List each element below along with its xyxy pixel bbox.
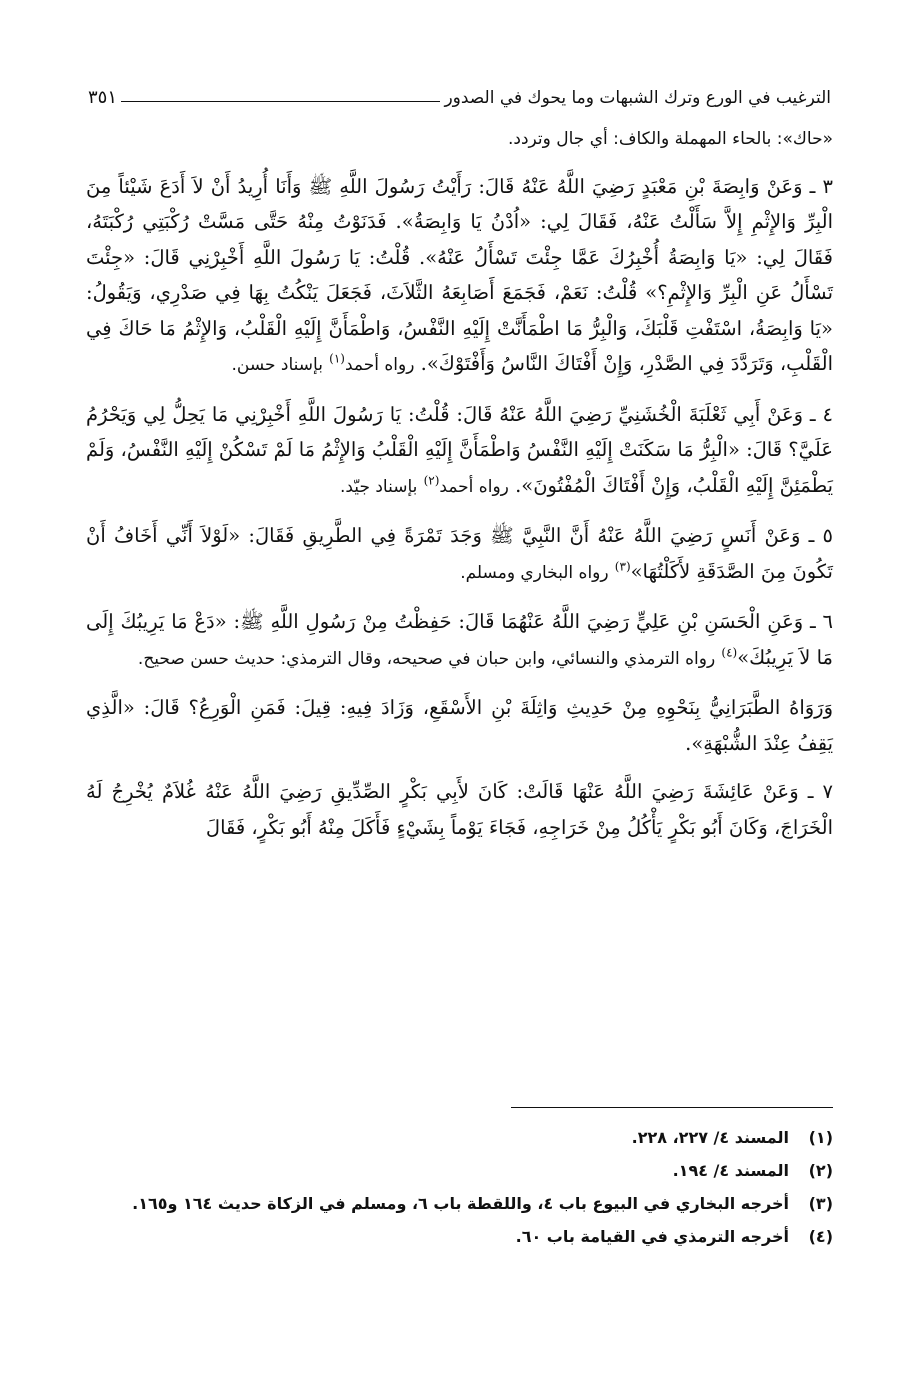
footnote-number: (٤) [808, 1227, 833, 1246]
hadith-text: ٣ ـ وَعَنْ وَابِصَةَ بْنِ مَعْبَدٍ رَضِيَ اللَّهُ عَنْهُ قَالَ: رَأَيْتُ رَسُولَ اللَّهِ ﷺ وَأَنَا أُرِيدُ أَنْ لاَ أَدَعَ شَيْئاً مِنَ الْبِرِّ وَالإِثْمِ إِلاَّ سَأَلْتُ عَنْهُ، فَقَالَ لِي: «اُدْنُ يَا وَابِصَةُ». فَدَنَوْتُ مِنْهُ حَتَّى مَسَّتْ رُكْبَتِي رُكْبَتَهُ، فَقَالَ لِي: «يَا وَابِصَةُ أُخْبِرُكَ عَمَّا جِئْتَ تَسْأَلُ عَنْهُ». قُلْتُ: يَا رَسُولَ اللَّهِ أَخْبِرْنِي قَالَ: «جِئْتَ تَسْأَلُ عَنِ الْبِرِّ وَالإِثْمِ؟» قُلْتُ: نَعَمْ، فَجَمَعَ أَصَابِعَهُ الثَّلاَثَ، فَجَعَلَ يَنْكُتُ بِهَا فِي صَدْرِي، وَيَقُولُ: «يَا وَابِصَةُ، اسْتَفْتِ قَلْبَكَ، وَالْبِرُّ مَا اطْمَأَنَّتْ إِلَيْهِ النَّفْسُ، وَاطْمَأَنَّ إِلَيْهِ الْقَلْبُ، وَالإِثْمُ مَا حَاكَ فِي الْقَلْبِ، وَتَرَدَّدَ فِي الصَّدْرِ، وَإِنْ أَفْتَاكَ النَّاسُ وَأَفْتَوْكَ». [86, 174, 833, 375]
hadith-6-addition [86, 690, 833, 761]
narration-note: رواه أحمد [439, 476, 509, 497]
footnote-item [86, 1189, 833, 1219]
hadith-3 [86, 169, 833, 384]
footnote-item [86, 1222, 833, 1252]
paragraph-gloss [86, 120, 833, 158]
footnote-number: (٢) [808, 1161, 833, 1180]
footnote-ref: (٢) [423, 473, 440, 487]
narration-note: رواه الترمذي والنسائي، وابن حبان في صحيحه، وقال الترمذي: حديث حسن صحيح. [137, 648, 716, 669]
narration-grade: بإسناد حسن. [231, 355, 323, 375]
page-number: ٣٥١ [88, 87, 118, 108]
running-header [88, 68, 831, 108]
narration-grade: بإسناد جيّد. [339, 476, 418, 497]
hadith-text: ٥ ـ وَعَنْ أَنَسٍ رَضِيَ اللَّهُ عَنْهُ أَنَّ النَّبِيَّ ﷺ وَجَدَ تَمْرَةً فِي الطَّرِيقِ فَقَالَ: «لَوْلاَ أَنِّي أَخَافُ أَنْ تَكُونَ مِنَ الصَّدَقَةِ لأَكَلْتُهَا» [86, 524, 833, 583]
hadith-5 [86, 518, 833, 591]
footnote-number: (١) [808, 1128, 833, 1147]
footnote-text: أخرجه البخاري في البيوع باب ٤، واللقطة باب ٦، ومسلم في الزكاة حديث ١٦٤ و١٦٥. [132, 1194, 789, 1213]
footnote-ref: (١) [329, 351, 345, 366]
hadith-text: ٦ ـ وَعَنِ الْحَسَنِ بْنِ عَلِيٍّ رَضِيَ اللَّهُ عَنْهُمَا قَالَ: حَفِظْتُ مِنْ رَسُولِ اللَّهِ ﷺ: «دَعْ مَا يَرِيبُكَ إِلَى مَا لاَ يَرِيبُكَ» [86, 610, 833, 669]
hadith-7 [86, 774, 833, 845]
hadith-text: وَرَوَاهُ الطَّبَرَانِيُّ بِنَحْوِهِ مِنْ حَدِيثِ وَاثِلَةَ بْنِ الأَسْقَعِ، وَزَادَ فِيهِ: قِيلَ: فَمَنِ الْوَرِعُ؟ قَالَ: «الَّذِي يَقِفُ عِنْدَ الشُّبْهَةِ». [86, 696, 833, 755]
footnote-item [86, 1123, 833, 1153]
footnote-ref: (٤) [721, 645, 738, 659]
hadith-text: ٧ ـ وَعَنْ عَائِشَةَ رَضِيَ اللَّهُ عَنْهَا قَالَتْ: كَانَ لأَبِي بَكْرٍ الصِّدِّيقِ رَضِيَ اللَّهُ عَنْهُ غُلاَمٌ يُخْرِجُ لَهُ الْخَرَاجَ، وَكَانَ أَبُو بَكْرٍ يَأْكُلُ مِنْ خَرَاجِهِ، فَجَاءَ يَوْماً بِشَيْءٍ فَأَكَلَ مِنْهُ أَبُو بَكْرٍ، فَقَالَ [86, 780, 833, 839]
paragraph-text: «حاك»: بالحاء المهملة والكاف: أي جال وتردد. [508, 129, 833, 149]
main-text [86, 120, 833, 858]
footnote-text: أخرجه الترمذي في القيامة باب ٦٠. [515, 1227, 789, 1246]
footnote-number: (٣) [808, 1194, 833, 1213]
hadith-6 [86, 604, 833, 677]
footnote-item [86, 1156, 833, 1186]
footnote-text: المسند ٤/ ٢٢٧، ٢٢٨. [631, 1128, 789, 1147]
footnote-text: المسند ٤/ ١٩٤. [672, 1161, 789, 1180]
narration-note: رواه أحمد [344, 355, 415, 375]
narration-note: رواه البخاري ومسلم. [460, 562, 609, 583]
hadith-text: ٤ ـ وَعَنْ أَبِي ثَعْلَبَةَ الْخُشَنِيِّ رَضِيَ اللَّهُ عَنْهُ قَالَ: قُلْتُ: يَا رَسُولَ اللَّهِ أَخْبِرْنِي مَا يَحِلُّ لِي وَيَحْرُمُ عَلَيَّ؟ قَالَ: «الْبِرُّ مَا سَكَنَتْ إِلَيْهِ النَّفْسُ وَاطْمَأَنَّ إِلَيْهِ الْقَلْبُ وَالإِثْمُ مَا لَمْ تَسْكُنْ إِلَيْهِ النَّفْسُ، وَلَمْ يَطْمَئِنَّ إِلَيْهِ الْقَلْبُ، وَإِنْ أَفْتَاكَ الْمُفْتُونَ». [86, 402, 833, 497]
hadith-4 [86, 397, 833, 506]
footnotes [86, 1123, 833, 1255]
footnote-ref: (٣) [614, 559, 631, 573]
footnote-divider [511, 1107, 833, 1108]
header-rule [121, 101, 440, 102]
header-title: الترغيب في الورع وترك الشبهات وما يحوك في الصدور [444, 88, 831, 108]
